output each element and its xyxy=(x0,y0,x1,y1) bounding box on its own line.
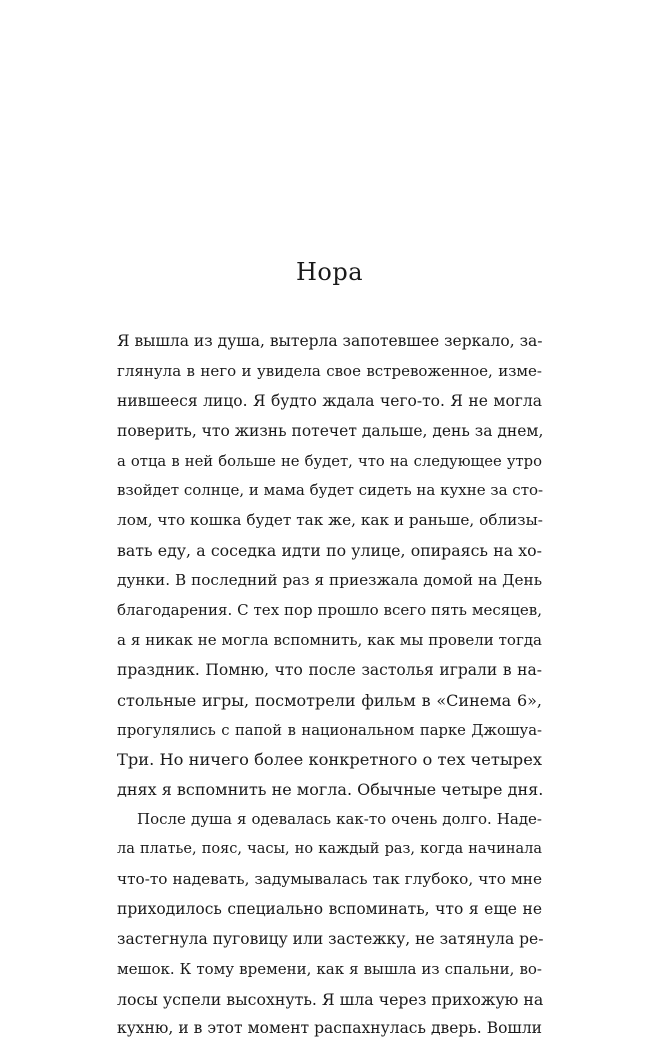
text-line: поверить, что жизнь потечет дальше, день за днем, xyxy=(117,421,544,440)
text-line: глянула в него и увидела свое встревоженное, изме- xyxy=(117,361,542,380)
text-line: лосы успели высохнуть. Я шла через прихожую на xyxy=(117,989,544,1009)
paragraph xyxy=(117,805,542,1044)
paragraph xyxy=(117,327,542,805)
text-line: кухню, и в этот момент распахнулась дверь. Вошли xyxy=(117,1019,542,1038)
text-line: днях я вспомнить не могла. Обычные четыре дня. xyxy=(117,780,544,800)
text-line: приходилось специально вспоминать, что я еще не xyxy=(117,899,542,918)
text-line: что-то надевать, задумывалась так глубоко, что мне xyxy=(117,870,542,889)
text-line: а я никак не могла вспомнить, как мы провели тогда xyxy=(117,630,542,649)
text-line: дунки. В последний раз я приезжала домой на День xyxy=(117,571,542,590)
text-line: прогулялись с папой в национальном парке Джошуа- xyxy=(117,721,542,739)
text-line: После душа я одевалась как-то очень долго. Наде- xyxy=(137,810,542,829)
text-line: Три. Но ничего более конкретного о тех четырех xyxy=(117,750,542,770)
body-text xyxy=(117,327,542,1044)
text-line: Я вышла из душа, вытерла запотевшее зеркало, за- xyxy=(117,332,543,350)
chapter-title: Нора xyxy=(295,258,364,286)
text-line: ла платье, пояс, часы, но каждый раз, когда начинала xyxy=(117,841,542,858)
text-line: взойдет солнце, и мама будет сидеть на кухне за сто- xyxy=(117,481,544,500)
text-line: вать еду, а соседка идти по улице, опираясь на хо- xyxy=(117,541,542,561)
text-line: а отца в ней больше не будет, что на следующее утро xyxy=(117,452,542,470)
text-line: стольные игры, посмотрели фильм в «Синема 6», xyxy=(117,690,542,710)
text-line: праздник. Помню, что после застолья играли в на- xyxy=(117,660,542,679)
text-line: благодарения. С тех пор прошло всего пять месяцев, xyxy=(117,601,542,620)
text-line: застегнула пуговицу или застежку, не затянула ре- xyxy=(117,929,544,948)
text-line: мешок. К тому времени, как я вышла из спальни, во- xyxy=(117,959,542,978)
text-line: нившееся лицо. Я будто ждала чего-то. Я не могла xyxy=(117,391,542,410)
text-line: лом, что кошка будет так же, как и раньше, облизы- xyxy=(117,511,543,530)
